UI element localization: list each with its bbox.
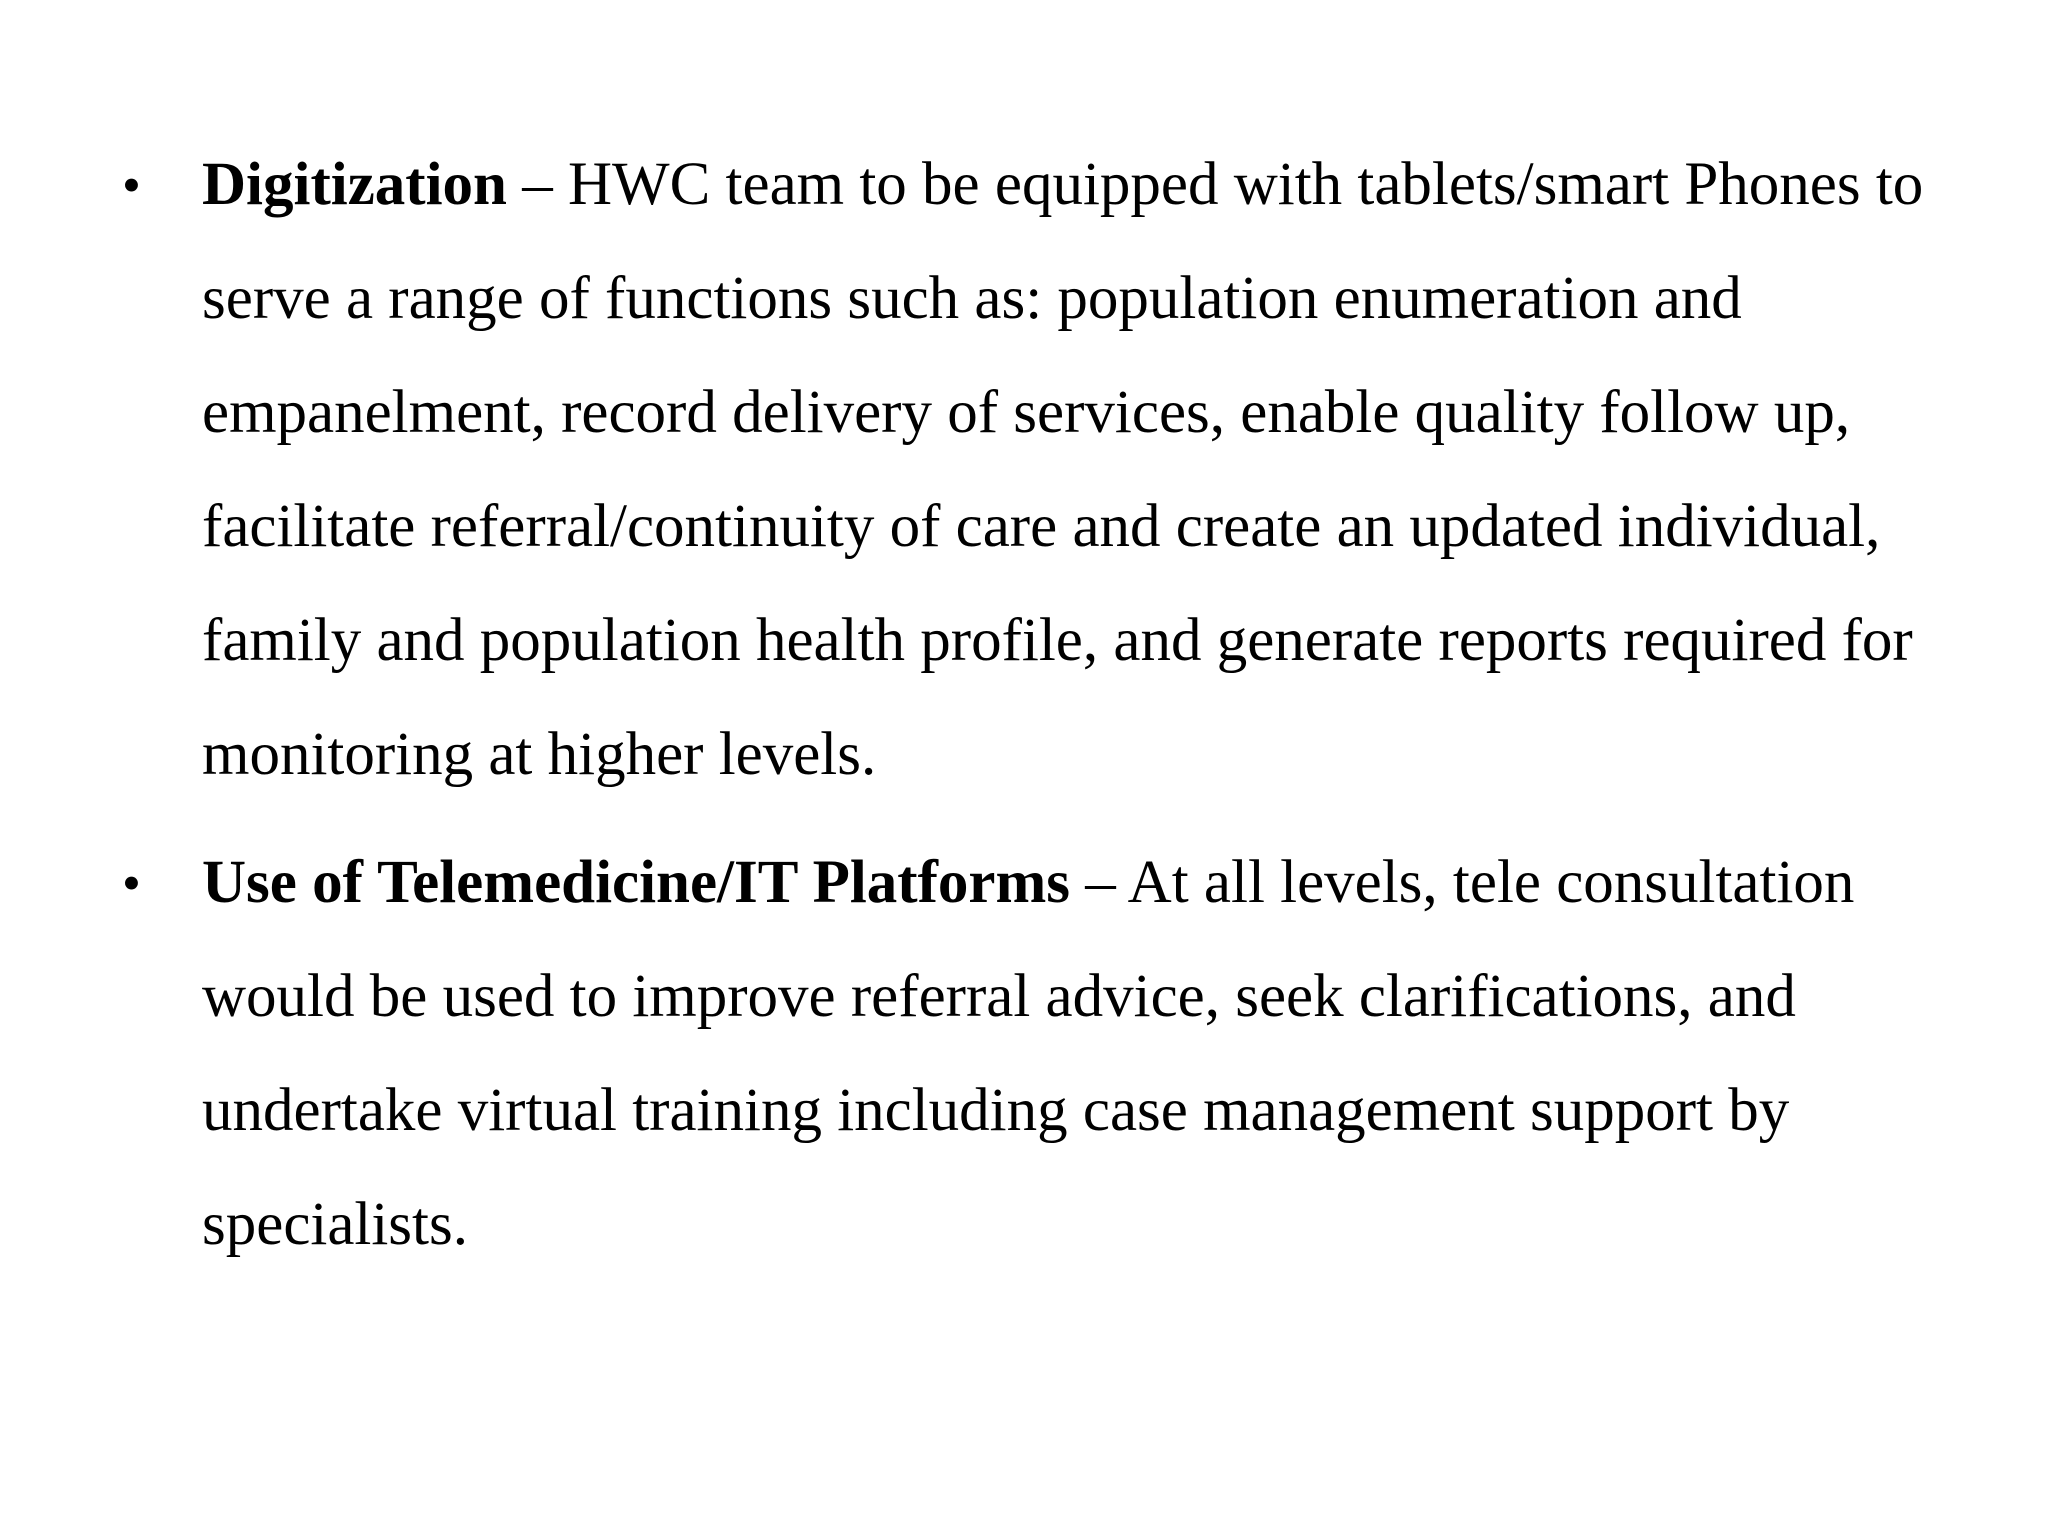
bullet-icon: • [122,853,141,913]
bullet-icon: • [122,155,141,215]
bullet-term: Digitization [202,151,507,218]
bullet-term: Use of Telemedicine/IT Platforms [202,849,1071,916]
bullet-body-text: – HWC team to be equipped with tablets/smart Phones to serve a range of functions such as: population enumeration and empanelment, record delivery of services, enable quality follow up, facilitate referral/continuity of care and create an updated individual, family and population health profile, and generate reports required for monitoring at higher levels. [202,151,1924,788]
bullet-paragraph [202,826,1982,1282]
bullet-paragraph [202,128,1982,812]
bullet-body-text: – At all levels, tele consultation would be used to improve referral advice, seek clarifications, and undertake virtual training including case management support by specialists. [202,849,1855,1258]
